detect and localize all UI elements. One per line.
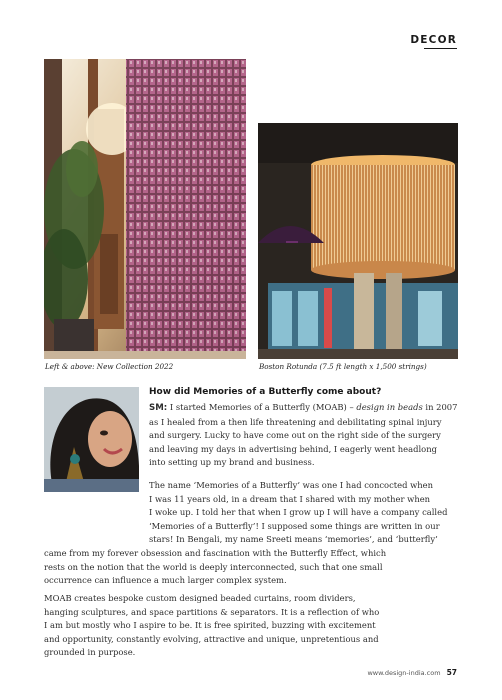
page-footer: [367, 668, 457, 677]
answer-2-line: occurrence can influence a much larger complex system.: [44, 575, 287, 586]
photo-designer-portrait: [44, 387, 139, 492]
answer-3-line: I am but mostly who I aspire to be. It is free spirited, buzzing with excitement: [44, 620, 376, 631]
answer-2-line: I was 11 years old, in a dream that I shared with my mother when: [149, 493, 431, 504]
answer-paragraph-3: [44, 592, 379, 660]
answer-1-line-5: into setting up my brand and business.: [149, 457, 315, 468]
answer-1-line-1: [149, 401, 457, 416]
caption-right-photo: Boston Rotunda (7.5 ft length x 1,500 strings): [259, 362, 427, 371]
speaker-tag: SM:: [149, 403, 168, 413]
answer-paragraph-1: [149, 401, 457, 470]
answer-2-line: rests on the notion that the world is deeply interconnected, such that one small: [44, 561, 383, 572]
answer-1-emphasis: design in beads: [356, 402, 423, 412]
answer-2-line: stars! In Bengali, my name Sreeti means ‘memories’, and ‘butterfly’: [149, 534, 438, 545]
footer-website: www.design-india.com: [367, 669, 441, 677]
answer-paragraph-2-cont: [44, 547, 386, 588]
answer-3-line: hanging sculptures, and space partitions & separators. It is a reflection of who: [44, 606, 380, 617]
answer-2-line: ‘Memories of a Butterfly’! I supposed some things are written in our: [149, 520, 440, 531]
caption-left-photo: Left & above: New Collection 2022: [45, 362, 174, 371]
answer-1-line-4: and leaving my days in advertising behind, I eagerly went headlong: [149, 443, 437, 454]
photo-beaded-curtain: [44, 59, 246, 359]
section-label: DECOR: [410, 34, 457, 46]
section-underline: [424, 48, 457, 49]
answer-3-line: and opportunity, constantly evolving, attractive and unique, unpretentious and: [44, 633, 379, 644]
answer-1-text-b: in 2007: [422, 402, 458, 412]
answer-paragraph-2: [149, 479, 447, 547]
answer-2-line: The name ‘Memories of a Butterfly’ was one I had concocted when: [149, 480, 434, 490]
photo-boston-rotunda: [258, 123, 458, 359]
answer-1-text-a: I started Memories of a Butterfly (MOAB) –: [169, 402, 357, 412]
answer-2-line: came from my forever obsession and fascination with the Butterfly Effect, which: [44, 548, 387, 558]
answer-3-line: grounded in purpose.: [44, 647, 136, 658]
page-number: 57: [446, 668, 457, 677]
answer-1-line-3: and surgery. Lucky to have come out on the right side of the surgery: [149, 430, 441, 441]
answer-2-line: I woke up. I told her that when I grow up I will have a company called: [149, 507, 448, 518]
answer-3-line: MOAB creates bespoke custom designed beaded curtains, room dividers,: [44, 593, 356, 603]
answer-1-line-2: as I healed from a then life threatening and debilitating spinal injury: [149, 416, 442, 427]
interview-question: How did Memories of a Butterfly come about?: [149, 387, 382, 397]
